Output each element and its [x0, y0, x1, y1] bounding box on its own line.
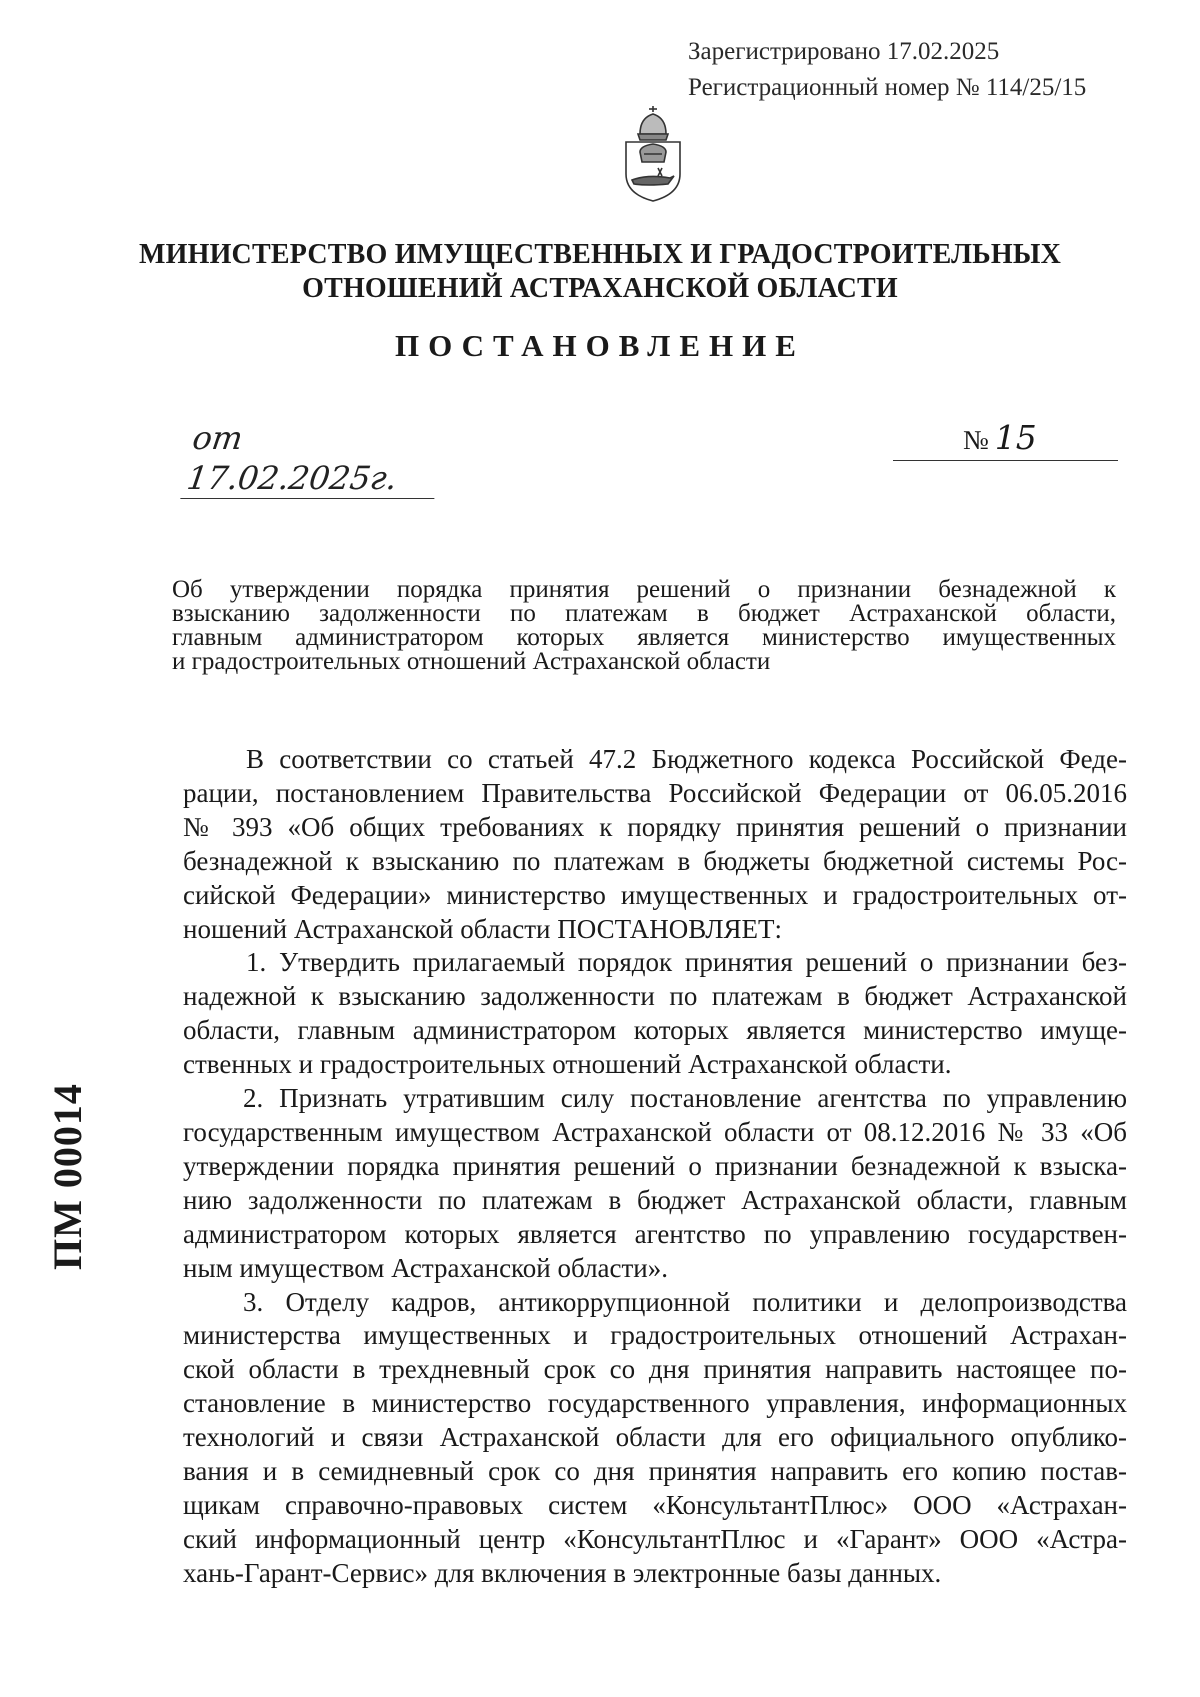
registration-number: Регистрационный номер № 114/25/15	[688, 74, 1087, 101]
body-line: утверждении порядка принятия решений о признании безнадежной к взыска-	[183, 1150, 1127, 1181]
body-line: 1. Утвердить прилагаемый порядок принятия решений о признании без-	[246, 947, 1127, 978]
page-stamp: ПМ 00014	[45, 1083, 90, 1270]
body-line: ным имуществом Астраханской области».	[183, 1252, 669, 1283]
body-line: хань-Гарант-Сервис» для включения в электронные базы данных.	[183, 1557, 942, 1588]
body-line: ственных и градостроительных отношений Астраханской области.	[183, 1049, 952, 1080]
ministry-line-1: МИНИСТЕРСТВО ИМУЩЕСТВЕННЫХ И ГРАДОСТРОИТЕЛЬНЫХ	[138, 239, 1061, 270]
decree-date: от 17.02.2025г.	[180, 418, 445, 499]
body-line: становление в министерство государственного управления, информационных	[183, 1388, 1127, 1419]
body-line: ской области в трехдневный срок со дня принятия направить настоящее по-	[183, 1354, 1127, 1385]
body-line: технологий и связи Астраханской области для его официального опублико-	[183, 1422, 1127, 1453]
decree-subject	[172, 578, 1116, 674]
ministry-name	[100, 238, 1100, 306]
body-line: 2. Признать утратившим силу постановление агентства по управлению	[243, 1083, 1127, 1114]
number-handwritten: 15	[994, 418, 1037, 457]
body-line: безнадежной к взысканию по платежам в бюджеты бюджетной системы Рос-	[183, 845, 1127, 876]
body-line: щикам справочно-правовых систем «КонсультантПлюс» ООО «Астрахан-	[183, 1489, 1127, 1520]
body-line: министерства имущественных и градостроительных отношений Астрахан-	[183, 1320, 1127, 1351]
body-line: сийской Федерации» министерство имущественных и градостроительных от-	[183, 879, 1127, 910]
body-line: государственным имуществом Астраханской области от 08.12.2016 № 33 «Об	[183, 1116, 1127, 1147]
decree-body	[183, 743, 1127, 1591]
decree-number	[893, 418, 1118, 461]
body-line: рации, постановлением Правительства Российской Федерации от 06.05.2016	[183, 777, 1127, 808]
body-line: № 393 «Об общих требованиях к порядку принятия решений о признании	[183, 811, 1127, 842]
body-line: В соответствии со статьей 47.2 Бюджетного кодекса Российской Феде-	[246, 744, 1127, 774]
subject-line: взысканию задолженности по платежам в бюджет Астраханской области,	[172, 600, 1116, 627]
body-line: 3. Отделу кадров, антикоррупционной политики и делопроизводства	[243, 1286, 1127, 1317]
subject-line: и градостроительных отношений Астраханской области	[172, 648, 771, 675]
registration-date: Зарегистрировано 17.02.2025	[688, 38, 1000, 65]
body-line: администратором которых является агентство по управлению государствен-	[183, 1218, 1127, 1249]
body-line: нию задолженности по платежам в бюджет Астраханской области, главным	[183, 1184, 1127, 1215]
subject-line: Об утверждении порядка принятия решений о признании безнадежной к	[172, 576, 1116, 603]
decree-title: ПОСТАНОВЛЕНИЕ	[395, 328, 805, 363]
number-label: №	[963, 425, 989, 455]
registration-block	[688, 34, 1086, 106]
subject-line: главным администратором которых является министерство имущественных	[172, 624, 1116, 651]
body-line: ношений Астраханской области ПОСТАНОВЛЯЕТ:	[183, 913, 783, 944]
body-line: надежной к взысканию задолженности по платежам в бюджет Астраханской	[183, 981, 1127, 1012]
ministry-line-2: ОТНОШЕНИЙ АСТРАХАНСКОЙ ОБЛАСТИ	[302, 273, 898, 304]
body-line: вания и в семидневный срок со дня принятия направить его копию постав-	[183, 1456, 1127, 1487]
body-line: области, главным администратором которых является министерство имуще-	[183, 1015, 1127, 1046]
body-line: ский информационный центр «КонсультантПлюс и «Гарант» ООО «Астра-	[183, 1523, 1127, 1554]
coat-of-arms-icon	[618, 104, 688, 204]
